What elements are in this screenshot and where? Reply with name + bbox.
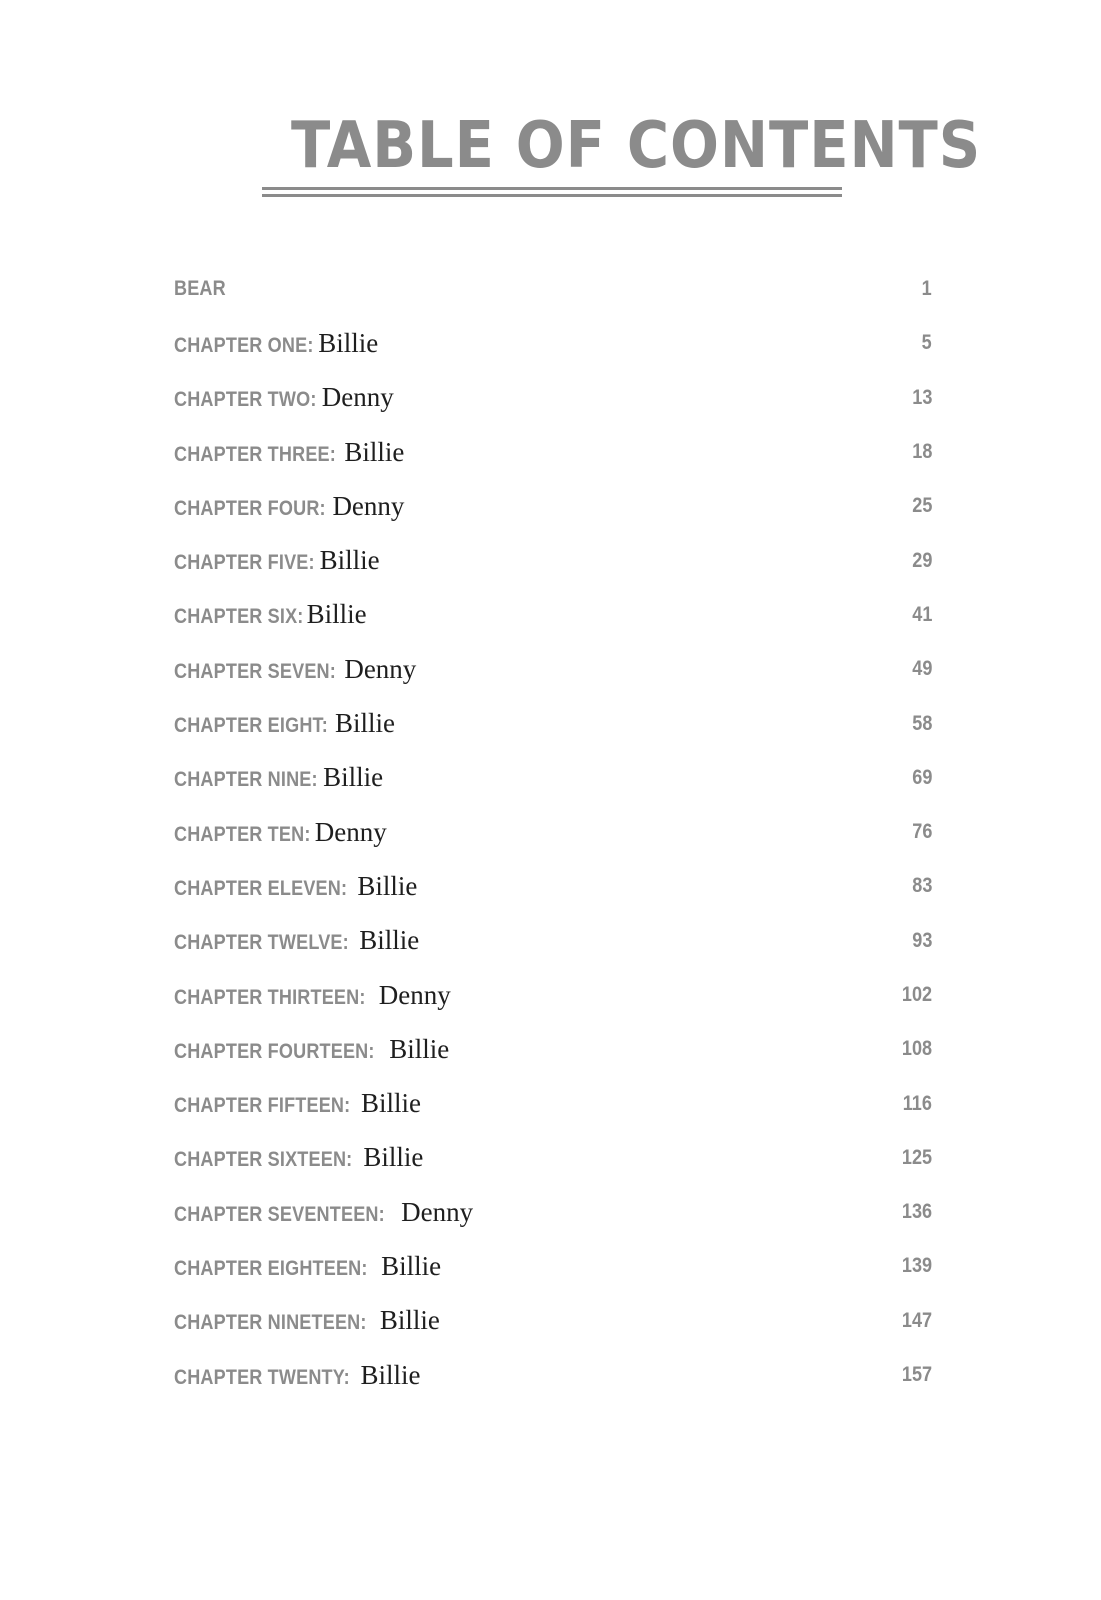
toc-entry-heading (174, 1360, 420, 1391)
chapter-label: CHAPTER TEN: (174, 822, 311, 846)
page-number: 13 (911, 385, 932, 409)
chapter-label: CHAPTER FOUR: (174, 496, 326, 520)
toc-entry-heading (174, 437, 404, 468)
chapter-label: CHAPTER ELEVEN: (174, 876, 348, 900)
chapter-label: CHAPTER NINETEEN: (174, 1311, 367, 1335)
narrator-name: Denny (321, 382, 394, 413)
chapter-label: CHAPTER ONE: (174, 333, 314, 357)
chapter-label: CHAPTER TWENTY: (174, 1365, 350, 1389)
chapter-label: CHAPTER NINE: (174, 768, 318, 792)
page-number: 147 (901, 1308, 932, 1332)
toc-entry-heading (174, 925, 419, 956)
narrator-name: Billie (334, 708, 395, 739)
page-number: 1 (921, 277, 932, 301)
toc-entry[interactable] (174, 1131, 932, 1185)
chapter-label: CHAPTER FIFTEEN: (174, 1094, 351, 1118)
narrator-name: Billie (363, 1142, 424, 1173)
narrator-name: Billie (389, 1033, 450, 1064)
narrator-name: Billie (381, 1250, 442, 1281)
toc-entry[interactable] (174, 316, 932, 370)
page-number: 108 (901, 1037, 932, 1061)
toc-entry[interactable] (174, 262, 932, 316)
toc-entry-heading (174, 762, 383, 793)
page-number: 41 (911, 602, 932, 626)
narrator-name: Billie (360, 1359, 421, 1390)
toc-entry[interactable] (174, 588, 932, 642)
narrator-name: Billie (318, 327, 379, 358)
chapter-label: CHAPTER THIRTEEN: (174, 985, 366, 1009)
toc-entry-heading (174, 817, 387, 848)
chapter-label: BEAR (174, 277, 226, 301)
chapter-label: CHAPTER THREE: (174, 442, 336, 466)
title-block (262, 108, 982, 184)
toc-entry[interactable] (174, 1294, 932, 1348)
chapter-label: CHAPTER SIX: (174, 605, 304, 629)
page-number: 58 (911, 711, 932, 735)
toc-entry-heading (174, 871, 417, 902)
toc-entry-heading (174, 980, 451, 1011)
narrator-name: Billie (359, 925, 420, 956)
toc-entry-heading (174, 545, 380, 576)
toc-entry[interactable] (174, 1185, 932, 1239)
narrator-name: Denny (332, 490, 405, 521)
toc-list (174, 262, 932, 1402)
chapter-label: CHAPTER EIGHT: (174, 714, 328, 738)
narrator-name: Billie (379, 1305, 440, 1336)
chapter-label: CHAPTER TWO: (174, 388, 317, 412)
toc-entry-heading (174, 1088, 421, 1119)
page-number: 25 (911, 494, 932, 518)
narrator-name: Denny (314, 816, 387, 847)
page-number: 139 (901, 1254, 932, 1278)
chapter-label: CHAPTER SEVENTEEN: (174, 1202, 385, 1226)
narrator-name: Billie (319, 545, 380, 576)
page-number: 5 (921, 331, 932, 355)
page-number: 102 (901, 983, 932, 1006)
toc-entry[interactable] (174, 1076, 932, 1130)
narrator-name: Denny (401, 1196, 474, 1227)
toc-entry[interactable] (174, 533, 932, 587)
toc-entry-heading (174, 1305, 440, 1336)
toc-entry[interactable] (174, 642, 932, 696)
toc-entry-heading (174, 654, 416, 685)
chapter-label: CHAPTER EIGHTEEN: (174, 1256, 368, 1280)
page-number: 136 (901, 1200, 932, 1224)
narrator-name: Billie (357, 870, 418, 901)
page-number: 83 (911, 874, 932, 898)
chapter-label: CHAPTER FOURTEEN: (174, 1039, 375, 1063)
toc-entry[interactable] (174, 1348, 932, 1402)
page-number: 116 (902, 1091, 932, 1115)
chapter-label: CHAPTER FIVE: (174, 551, 315, 575)
narrator-name: Billie (306, 599, 367, 630)
toc-entry[interactable] (174, 696, 932, 750)
toc-entry[interactable] (174, 751, 932, 805)
narrator-name: Denny (378, 979, 451, 1010)
toc-entry-heading (174, 1251, 441, 1282)
toc-entry[interactable] (174, 805, 932, 859)
page-number: 125 (901, 1145, 932, 1169)
toc-entry-heading (174, 599, 367, 630)
toc-entry[interactable] (174, 968, 932, 1022)
chapter-label: CHAPTER SIXTEEN: (174, 1148, 353, 1172)
toc-entry-heading (174, 328, 378, 359)
toc-entry-heading (174, 1142, 423, 1173)
page-number: 29 (911, 548, 932, 572)
page-number: 93 (911, 928, 932, 952)
toc-entry-heading (174, 491, 404, 522)
narrator-name: Billie (344, 436, 405, 467)
chapter-label: CHAPTER TWELVE: (174, 931, 349, 955)
toc-entry[interactable] (174, 1022, 932, 1076)
toc-entry[interactable] (174, 859, 932, 913)
toc-entry[interactable] (174, 1239, 932, 1293)
page-title: TABLE OF CONTENTS (291, 109, 982, 183)
chapter-label: CHAPTER SEVEN: (174, 659, 336, 683)
toc-entry[interactable] (174, 371, 932, 425)
narrator-name: Billie (323, 762, 384, 793)
toc-entry-heading (174, 1197, 473, 1228)
page-number: 69 (911, 765, 932, 789)
narrator-name: Denny (344, 653, 417, 684)
page-number: 18 (911, 440, 932, 464)
page-number: 157 (901, 1363, 932, 1387)
toc-entry[interactable] (174, 479, 932, 533)
title-underline-bottom (262, 194, 842, 197)
page-number: 76 (911, 820, 932, 844)
toc-entry-heading (174, 1034, 449, 1065)
toc-entry[interactable] (174, 914, 932, 968)
narrator-name: Billie (361, 1088, 422, 1119)
toc-entry-heading (174, 708, 395, 739)
toc-entry-heading (174, 277, 234, 301)
title-underline-top (262, 187, 842, 190)
page-number: 49 (911, 657, 932, 681)
toc-entry-heading (174, 382, 394, 413)
toc-entry[interactable] (174, 425, 932, 479)
